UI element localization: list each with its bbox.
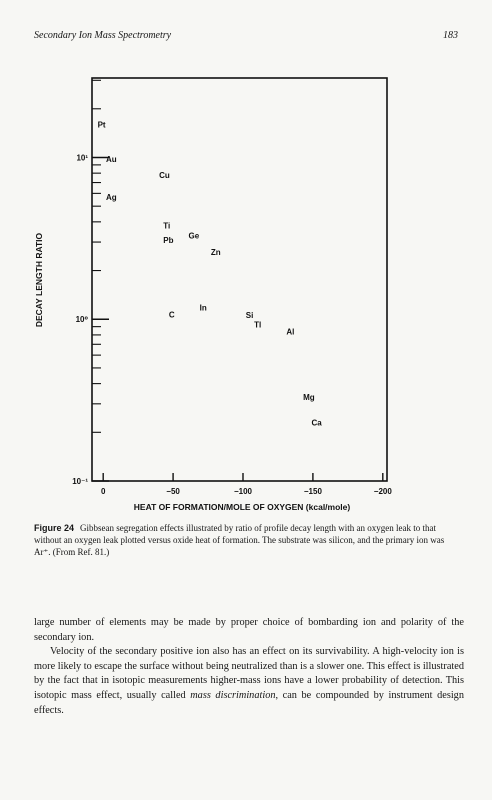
x-tick-label: 0: [100, 487, 106, 496]
y-minor-ticks: [92, 80, 101, 432]
element-label-ag: Ag: [105, 192, 117, 202]
x-tick-label: −150: [303, 487, 322, 496]
element-label-c: C: [168, 310, 175, 320]
element-label-cu: Cu: [159, 170, 170, 180]
data-labels: [98, 120, 323, 427]
y-tick-label: 10¹: [76, 153, 88, 163]
x-axis-label: HEAT OF FORMATION/MOLE OF OXYGEN (kcal/mole): [133, 502, 351, 512]
caption-text: Gibbsean segregation effects illustrated by ratio of profile decay length with an oxygen leak to that without an oxygen leak plotted versus oxide heat of formation. The substrate was silicon, and the primary ion was Ar⁺. (From Ref. 81.): [34, 523, 445, 557]
x-tick-label: −100: [233, 487, 253, 496]
y-tick-label: 10⁻¹: [72, 477, 88, 486]
element-label-si: Si: [245, 311, 254, 321]
element-label-mg: Mg: [303, 393, 315, 403]
element-label-in: In: [199, 303, 207, 313]
figure-caption: [34, 522, 462, 558]
decay-ratio-chart: [30, 68, 410, 516]
x-tick-label: −50: [166, 487, 180, 496]
element-label-ge: Ge: [188, 231, 200, 241]
x-ticks: [101, 473, 392, 496]
running-head: [34, 30, 458, 46]
element-label-ti: Ti: [163, 221, 171, 231]
element-label-pt: Pt: [97, 120, 106, 130]
paragraph-1: large number of elements may be made by proper choice of bombarding ion and polarity of the secondary ion.: [34, 617, 464, 643]
paragraph-2-end: , can be compounded by instrument design effects.: [34, 689, 464, 716]
element-label-ca: Ca: [311, 418, 322, 428]
plot-frame: [92, 78, 387, 481]
paragraph-2: [34, 645, 464, 718]
page-number: 183: [443, 30, 458, 41]
x-tick-label: −200: [373, 487, 392, 496]
figure-label: Figure 24: [34, 523, 75, 533]
body-text: [34, 616, 464, 718]
element-label-zn: Zn: [210, 248, 221, 258]
element-label-al: Al: [286, 327, 295, 337]
y-tick-label: 10⁰: [75, 315, 88, 325]
element-label-tl: Tl: [254, 320, 262, 330]
element-label-pb: Pb: [163, 235, 174, 245]
paragraph-2-start: Velocity of the secondary positive ion also has an effect on its survivability. A high-velocity ion is more likely to escape the surface without being neutralized than is a slower one. This effect is illustrated by the fact that in isotopic measurements higher-mass ions have a lower probability of detection. This isotopic mass effect, usually called: [34, 646, 464, 701]
y-major-ticks: [72, 153, 109, 486]
y-axis-label: DECAY LENGTH RATIO: [34, 232, 44, 328]
element-label-au: Au: [105, 154, 117, 164]
running-title: Secondary Ion Mass Spectrometry: [34, 30, 172, 41]
term-mass-discrimination: mass discrimination: [190, 689, 276, 701]
